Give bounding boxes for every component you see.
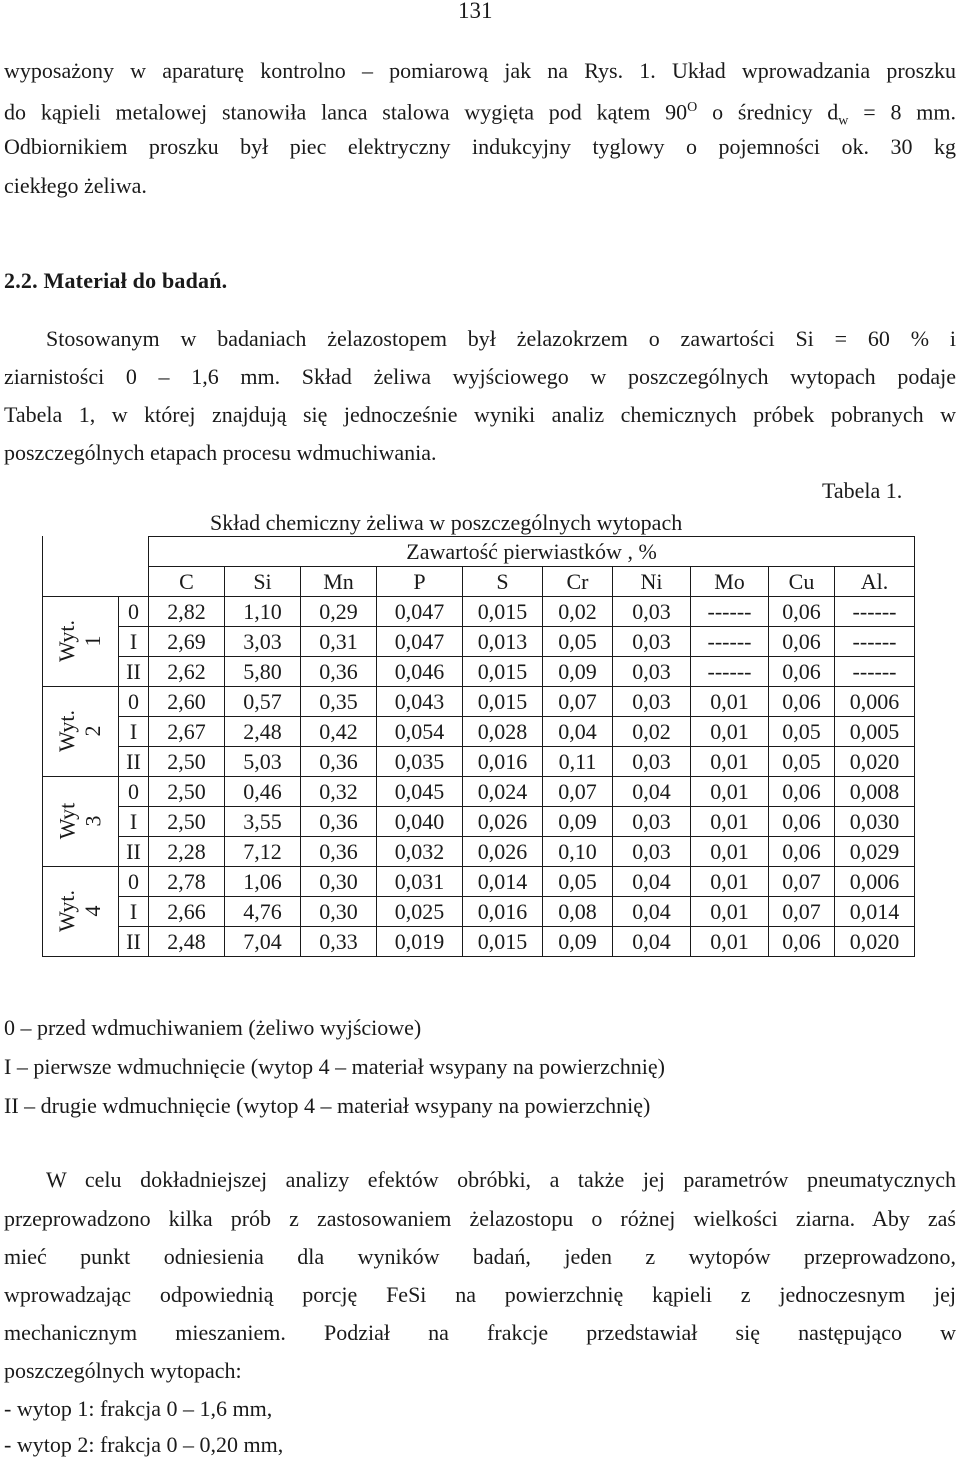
table-cell: 0,015 xyxy=(463,927,543,957)
table-cell: 2,50 xyxy=(149,777,225,807)
table-cell: 0,030 xyxy=(835,807,915,837)
table-cell: 0,03 xyxy=(613,627,691,657)
table-cell: 2,28 xyxy=(149,837,225,867)
legend-line-1: 0 – przed wdmuchiwaniem (żeliwo wyjściowe) xyxy=(4,1015,422,1040)
row-code: I xyxy=(119,627,149,657)
table-cell: 0,06 xyxy=(769,777,835,807)
row-code: I xyxy=(119,897,149,927)
table-cell: 0,09 xyxy=(543,927,613,957)
row-code: II xyxy=(119,837,149,867)
w-sub: w xyxy=(838,113,849,129)
table-cell: 0,043 xyxy=(377,687,463,717)
table-cell: 0,026 xyxy=(463,807,543,837)
table-cell: 1,10 xyxy=(225,597,301,627)
table-cell: 0,36 xyxy=(301,837,377,867)
table-cell: 0,10 xyxy=(543,837,613,867)
table-cell: 0,014 xyxy=(835,897,915,927)
table-cell: 0,054 xyxy=(377,717,463,747)
table-cell: 0,006 xyxy=(835,867,915,897)
table-cell: 0,045 xyxy=(377,777,463,807)
column-header: Cr xyxy=(543,567,613,597)
table-cell: 7,12 xyxy=(225,837,301,867)
table-cell: 0,05 xyxy=(769,717,835,747)
closing-line-3: mieć punkt odniesienia dla wyników badań, jeden z wytopów przeprowadzono, xyxy=(4,1244,956,1269)
table-cell: 0,020 xyxy=(835,747,915,777)
table-cell: 2,50 xyxy=(149,807,225,837)
table-cell: 0,35 xyxy=(301,687,377,717)
table-cell: 0,09 xyxy=(543,657,613,687)
table-cell: 0,03 xyxy=(613,747,691,777)
table-row xyxy=(43,867,915,897)
table-cell: ------ xyxy=(691,597,769,627)
intro-line-2 xyxy=(4,93,956,129)
table-cell: 0,008 xyxy=(835,777,915,807)
table-cell: 0,04 xyxy=(613,897,691,927)
table-cell: 0,01 xyxy=(691,687,769,717)
table-cell: 0,36 xyxy=(301,657,377,687)
table-cell: 0,06 xyxy=(769,687,835,717)
table-cell: 0,040 xyxy=(377,807,463,837)
row-code: II xyxy=(119,747,149,777)
group-label: Wyt. 1 xyxy=(54,619,106,663)
column-header: Cu xyxy=(769,567,835,597)
table-cell: ------ xyxy=(835,657,915,687)
column-header: Mn xyxy=(301,567,377,597)
table-cell: 0,014 xyxy=(463,867,543,897)
table-row xyxy=(43,837,915,867)
table-cell: 0,30 xyxy=(301,897,377,927)
table-cell: 0,005 xyxy=(835,717,915,747)
table-cell: 0,01 xyxy=(691,747,769,777)
table-cell: 0,028 xyxy=(463,717,543,747)
row-code: 0 xyxy=(119,867,149,897)
group-label: Wyt. 4 xyxy=(54,889,106,933)
table-cell: 0,33 xyxy=(301,927,377,957)
table-cell: 0,02 xyxy=(613,717,691,747)
table-cell: 0,08 xyxy=(543,897,613,927)
table-cell: 0,03 xyxy=(613,837,691,867)
table-cell: 0,013 xyxy=(463,627,543,657)
group-label: Wyt. 2 xyxy=(54,709,106,753)
intro-line-2-rest: o średnicy d xyxy=(697,99,839,125)
legend-line-3: II – drugie wdmuchnięcie (wytop 4 – materiał wsypany na powierzchnię) xyxy=(4,1093,651,1118)
page-number: 131 xyxy=(458,0,493,23)
table-cell: 0,03 xyxy=(613,807,691,837)
table-cell: 0,025 xyxy=(377,897,463,927)
table-cell: 5,03 xyxy=(225,747,301,777)
column-header: Ni xyxy=(613,567,691,597)
table-cell: 0,05 xyxy=(543,867,613,897)
table-cell: 0,01 xyxy=(691,867,769,897)
table-row xyxy=(43,657,915,687)
legend-line-2: I – pierwsze wdmuchnięcie (wytop 4 – materiał wsypany na powierzchnię) xyxy=(4,1054,665,1079)
table-tag: Tabela 1. xyxy=(822,478,903,503)
table-cell: 0,026 xyxy=(463,837,543,867)
table-row xyxy=(43,597,915,627)
table-cell: 0,03 xyxy=(613,657,691,687)
group-label-cell xyxy=(43,597,119,687)
table-cell: 7,04 xyxy=(225,927,301,957)
table-cell: ------ xyxy=(691,627,769,657)
table-cell: 0,31 xyxy=(301,627,377,657)
material-line-4: poszczególnych etapach procesu wdmuchiwania. xyxy=(4,440,437,465)
table-corner-cell xyxy=(43,537,149,597)
table-cell: ------ xyxy=(835,597,915,627)
row-code: I xyxy=(119,717,149,747)
table-cell: 0,30 xyxy=(301,867,377,897)
list-item-2: - wytop 2: frakcja 0 – 0,20 mm, xyxy=(4,1432,284,1457)
table-cell: 0,04 xyxy=(613,867,691,897)
column-header: Mo xyxy=(691,567,769,597)
degree-sup: O xyxy=(687,100,698,115)
table-cell: 0,06 xyxy=(769,927,835,957)
table-cell: 2,48 xyxy=(149,927,225,957)
table-cell: 0,016 xyxy=(463,747,543,777)
table-header-row-columns xyxy=(43,567,915,597)
table-cell: 0,006 xyxy=(835,687,915,717)
row-code: II xyxy=(119,657,149,687)
intro-line-2-text: do kąpieli metalowej stanowiła lanca stalowa wygięta pod kątem 90 xyxy=(4,99,688,125)
table-cell: 4,76 xyxy=(225,897,301,927)
table-cell: 0,031 xyxy=(377,867,463,897)
table-row xyxy=(43,777,915,807)
table-cell: 0,01 xyxy=(691,777,769,807)
table-row xyxy=(43,897,915,927)
closing-line-1: W celu dokładniejszej analizy efektów obróbki, a także jej parametrów pneumatycznych xyxy=(46,1167,956,1192)
table-cell: 0,01 xyxy=(691,807,769,837)
table-cell: 0,36 xyxy=(301,747,377,777)
column-header: C xyxy=(149,567,225,597)
table-cell: 0,32 xyxy=(301,777,377,807)
table-cell: 0,046 xyxy=(377,657,463,687)
column-header: P xyxy=(377,567,463,597)
table-row xyxy=(43,627,915,657)
table-cell: 0,07 xyxy=(543,777,613,807)
table-cell: 2,60 xyxy=(149,687,225,717)
table-cell: 0,29 xyxy=(301,597,377,627)
list-item-1: - wytop 1: frakcja 0 – 1,6 mm, xyxy=(4,1396,273,1421)
column-header: Al. xyxy=(835,567,915,597)
table-cell: 0,032 xyxy=(377,837,463,867)
intro-line-4: ciekłego żeliwa. xyxy=(4,173,147,198)
table-cell: 2,82 xyxy=(149,597,225,627)
table-cell: 0,05 xyxy=(769,747,835,777)
table-cell: 2,62 xyxy=(149,657,225,687)
table-cell: 0,015 xyxy=(463,687,543,717)
table-cell: 0,016 xyxy=(463,897,543,927)
table-cell: 2,78 xyxy=(149,867,225,897)
table-cell: ------ xyxy=(691,657,769,687)
table-cell: 0,020 xyxy=(835,927,915,957)
material-line-3: Tabela 1, w której znajdują się jednocześnie wyniki analiz chemicznych próbek pobranych w xyxy=(4,402,956,427)
row-code: 0 xyxy=(119,687,149,717)
table-cell: 0,01 xyxy=(691,717,769,747)
table-cell: 0,01 xyxy=(691,927,769,957)
closing-line-2: przeprowadzono kilka prób z zastosowaniem żelazostopu o różnej wielkości ziarna. Aby zaś xyxy=(4,1206,956,1231)
table-cell: 0,06 xyxy=(769,807,835,837)
table-cell: 0,07 xyxy=(543,687,613,717)
table-cell: 0,047 xyxy=(377,597,463,627)
closing-line-4: wprowadzając odpowiednią porcję FeSi na powierzchnię kąpieli z jednoczesnym jej xyxy=(4,1282,956,1307)
closing-line-5: mechanicznym mieszaniem. Podział na frakcje przedstawiał się następująco w xyxy=(4,1320,956,1345)
table-cell: 2,69 xyxy=(149,627,225,657)
table-cell: 0,01 xyxy=(691,897,769,927)
closing-line-6: poszczególnych wytopach: xyxy=(4,1358,242,1383)
group-label-cell xyxy=(43,777,119,867)
table-cell: 0,06 xyxy=(769,597,835,627)
group-label-cell xyxy=(43,867,119,957)
group-label-cell xyxy=(43,687,119,777)
table-cell: 0,05 xyxy=(543,627,613,657)
group-header: Zawartość pierwiastków , % xyxy=(149,537,915,567)
table-cell: 3,03 xyxy=(225,627,301,657)
table-cell: 2,48 xyxy=(225,717,301,747)
material-line-2: ziarnistości 0 – 1,6 mm. Skład żeliwa wyjściowego w poszczególnych wytopach podaje xyxy=(4,364,956,389)
table-cell: 0,11 xyxy=(543,747,613,777)
table-cell: 0,04 xyxy=(613,777,691,807)
table-row xyxy=(43,747,915,777)
intro-line-1: wyposażony w aparaturę kontrolno – pomiarową jak na Rys. 1. Układ wprowadzania proszku xyxy=(4,58,956,83)
row-code: 0 xyxy=(119,777,149,807)
table-cell: 0,04 xyxy=(613,927,691,957)
table-row xyxy=(43,807,915,837)
table-cell: 2,67 xyxy=(149,717,225,747)
composition-table xyxy=(42,536,915,957)
row-code: 0 xyxy=(119,597,149,627)
table-cell: 1,06 xyxy=(225,867,301,897)
row-code: II xyxy=(119,927,149,957)
column-header: S xyxy=(463,567,543,597)
table-cell: 0,42 xyxy=(301,717,377,747)
table-cell: 0,57 xyxy=(225,687,301,717)
table-caption: Skład chemiczny żeliwa w poszczególnych wytopach xyxy=(210,510,683,535)
table-row xyxy=(43,927,915,957)
table-cell: 0,09 xyxy=(543,807,613,837)
intro-line-2-end: = 8 mm. xyxy=(848,99,956,125)
table-cell: 0,015 xyxy=(463,597,543,627)
table-cell: ------ xyxy=(835,627,915,657)
table-cell: 0,019 xyxy=(377,927,463,957)
section-heading: 2.2. Materiał do badań. xyxy=(4,268,228,293)
table-row xyxy=(43,687,915,717)
table-cell: 0,36 xyxy=(301,807,377,837)
row-code: I xyxy=(119,807,149,837)
table-cell: 0,047 xyxy=(377,627,463,657)
table-cell: 0,06 xyxy=(769,627,835,657)
table-cell: 0,07 xyxy=(769,897,835,927)
column-header: Si xyxy=(225,567,301,597)
table-cell: 3,55 xyxy=(225,807,301,837)
intro-line-3: Odbiornikiem proszku był piec elektryczny indukcyjny tyglowy o pojemności ok. 30 kg xyxy=(4,134,956,159)
table-row xyxy=(43,717,915,747)
group-label: Wyt 3 xyxy=(54,802,106,840)
table-cell: 0,029 xyxy=(835,837,915,867)
table-cell: 0,07 xyxy=(769,867,835,897)
table-cell: 0,46 xyxy=(225,777,301,807)
table-header-row-group xyxy=(43,537,915,567)
table-cell: 2,66 xyxy=(149,897,225,927)
material-line-1: Stosowanym w badaniach żelazostopem był żelazokrzem o zawartości Si = 60 % i xyxy=(46,326,956,351)
table-cell: 0,02 xyxy=(543,597,613,627)
table-cell: 0,035 xyxy=(377,747,463,777)
table-cell: 2,50 xyxy=(149,747,225,777)
table-cell: 0,06 xyxy=(769,657,835,687)
table-cell: 0,04 xyxy=(543,717,613,747)
table-cell: 0,015 xyxy=(463,657,543,687)
table-cell: 0,01 xyxy=(691,837,769,867)
table-cell: 0,024 xyxy=(463,777,543,807)
table-cell: 0,03 xyxy=(613,597,691,627)
table-cell: 0,06 xyxy=(769,837,835,867)
table-cell: 0,03 xyxy=(613,687,691,717)
table-cell: 5,80 xyxy=(225,657,301,687)
